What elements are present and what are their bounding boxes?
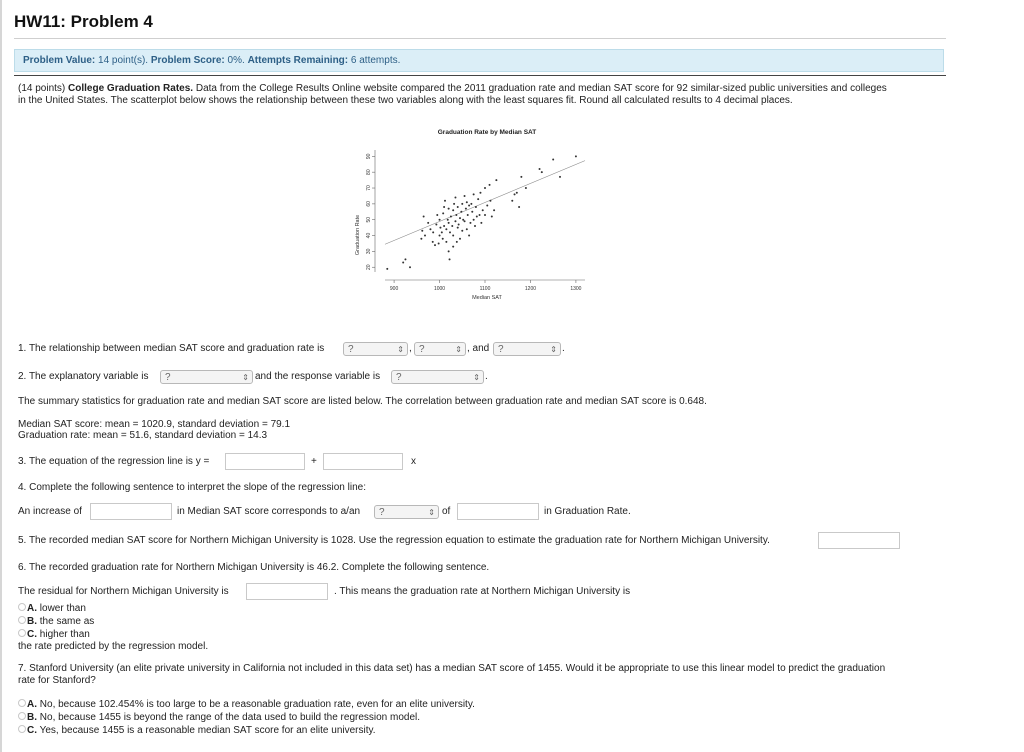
x-tick-label: 900	[389, 286, 399, 292]
data-point	[421, 230, 423, 232]
y-tick-label: 40	[366, 232, 372, 239]
data-point	[436, 214, 438, 216]
option-text: higher than	[39, 629, 90, 640]
data-point	[454, 220, 456, 222]
data-point	[482, 209, 484, 211]
data-point	[443, 225, 445, 227]
data-point	[471, 211, 473, 213]
data-point	[439, 235, 441, 237]
q4-c: of	[442, 506, 451, 517]
data-point	[511, 200, 513, 202]
radio-icon[interactable]	[18, 712, 26, 720]
data-point	[541, 171, 543, 173]
q7-option-a[interactable]	[18, 699, 475, 711]
data-point	[423, 216, 425, 218]
data-point	[442, 238, 444, 240]
explanatory-select[interactable]	[160, 370, 253, 384]
data-point	[514, 193, 516, 195]
data-point	[448, 208, 450, 210]
data-point	[445, 241, 447, 243]
q1-end: .	[562, 343, 565, 354]
data-point	[465, 208, 467, 210]
data-point	[473, 193, 475, 195]
data-point	[435, 223, 437, 225]
data-point	[455, 214, 457, 216]
attempts-label: Attempts Remaining:	[247, 55, 349, 66]
select-placeholder: ?	[498, 344, 504, 355]
select-arrow-icon: ⇕	[550, 345, 557, 354]
x-tick-label: 1300	[570, 286, 582, 292]
q6-option-a[interactable]	[18, 603, 86, 615]
increase-decrease-select[interactable]	[374, 505, 439, 519]
radio-icon[interactable]	[18, 603, 26, 611]
data-point	[525, 187, 527, 189]
option-label: A.	[27, 699, 37, 710]
data-point	[575, 155, 577, 157]
option-label: B.	[27, 616, 37, 627]
q3-text: 3. The equation of the regression line is y =	[18, 456, 210, 467]
data-point	[458, 223, 460, 225]
option-text: No, because 102.454% is too large to be a reasonable graduation rate, even for an elite university.	[39, 699, 475, 710]
data-point	[475, 206, 477, 208]
radio-icon[interactable]	[18, 725, 26, 733]
grad-change-input[interactable]	[457, 503, 539, 520]
q3-x: x	[411, 456, 416, 467]
q4-a: An increase of	[18, 506, 82, 517]
data-point	[432, 231, 434, 233]
q2-end: .	[485, 371, 488, 382]
option-label: C.	[27, 725, 37, 736]
data-point	[402, 261, 404, 263]
option-text: No, because 1455 is beyond the range of the data used to build the regression model.	[39, 712, 421, 723]
problem-divider	[14, 75, 946, 76]
data-point	[427, 222, 429, 224]
predicted-rate-input[interactable]	[818, 532, 900, 549]
q6-b: . This means the graduation rate at Northern Michigan University is	[334, 586, 631, 597]
data-point	[461, 230, 463, 232]
data-point	[452, 209, 454, 211]
select-placeholder: ?	[379, 507, 385, 518]
data-point	[516, 192, 518, 194]
q5-text: 5. The recorded median SAT score for Northern Michigan University is 1028. Use the regression equation to estimate the graduation rate for Northern Michigan University.	[18, 535, 770, 546]
data-point	[450, 216, 452, 218]
data-point	[424, 235, 426, 237]
q1-select-2[interactable]	[414, 342, 466, 356]
x-tick-label: 1200	[524, 286, 537, 292]
select-placeholder: ?	[419, 344, 425, 355]
data-point	[443, 206, 445, 208]
data-point	[489, 200, 491, 202]
data-point	[404, 258, 406, 260]
select-placeholder: ?	[348, 344, 354, 355]
y-tick-label: 20	[366, 264, 372, 271]
summary-text: The summary statistics for graduation rate and median SAT score are listed below. The correlation between graduation rate and median SAT score is 0.648.	[18, 396, 707, 407]
y-tick-label: 90	[366, 153, 372, 160]
left-border	[0, 0, 2, 752]
intro-heading: College Graduation Rates.	[68, 83, 194, 94]
y-tick-label: 50	[366, 216, 372, 223]
intro-text-1: Data from the College Results Online website compared the 2011 graduation rate and median SAT score for 92 similar-sized public universities and colleges	[195, 83, 887, 94]
data-point	[459, 238, 461, 240]
data-point	[452, 246, 454, 248]
problem-score-label: Problem Score:	[150, 55, 225, 66]
data-point	[448, 250, 450, 252]
data-point	[559, 176, 561, 178]
intro-line-1	[18, 83, 887, 95]
y-tick-label: 60	[366, 201, 372, 207]
x-tick-label: 1000	[433, 286, 446, 292]
data-point	[466, 201, 468, 203]
data-point	[462, 219, 464, 221]
scatterplot	[345, 120, 605, 310]
radio-icon[interactable]	[18, 629, 26, 637]
data-point	[468, 235, 470, 237]
data-point	[448, 222, 450, 224]
q1-sep-1: ,	[409, 343, 412, 354]
data-point	[456, 241, 458, 243]
sat-increase-input[interactable]	[90, 503, 172, 520]
select-placeholder: ?	[396, 372, 402, 383]
data-point	[429, 228, 431, 230]
response-select[interactable]	[391, 370, 484, 384]
option-label: C.	[27, 629, 37, 640]
option-text: the same as	[39, 616, 95, 627]
q6-text: 6. The recorded graduation rate for Northern Michigan University is 46.2. Complete the following sentence.	[18, 562, 490, 573]
data-point	[438, 242, 440, 244]
data-point	[459, 217, 461, 219]
q6-option-b[interactable]	[18, 616, 94, 628]
data-point	[518, 206, 520, 208]
data-point	[409, 266, 411, 268]
page-title: HW11: Problem 4	[14, 12, 153, 31]
q7-option-b[interactable]	[18, 712, 420, 724]
q1-sep-2: , and	[467, 343, 490, 354]
chart-title: Graduation Rate by Median SAT	[437, 129, 537, 136]
q3-plus: +	[311, 456, 317, 467]
data-point	[453, 203, 455, 205]
data-point	[479, 192, 481, 194]
data-point	[474, 225, 476, 227]
data-point	[468, 204, 470, 206]
y-tick-label: 30	[366, 248, 372, 255]
data-point	[457, 227, 459, 229]
data-point	[420, 238, 422, 240]
data-point	[469, 222, 471, 224]
data-point	[460, 211, 462, 213]
q2-mid: and the response variable is	[255, 371, 381, 382]
select-arrow-icon: ⇕	[242, 373, 249, 382]
chart-xlabel: Median SAT	[472, 295, 502, 301]
q6-tail: the rate predicted by the regression model.	[18, 641, 209, 652]
data-point	[445, 228, 447, 230]
data-point	[473, 219, 475, 221]
slope-input[interactable]	[323, 453, 403, 470]
data-point	[439, 219, 441, 221]
data-point	[476, 216, 478, 218]
option-text: Yes, because 1455 is a reasonable median SAT score for an elite university.	[39, 725, 376, 736]
q2-text: 2. The explanatory variable is	[18, 371, 149, 382]
chart-ylabel: Graduation Rate	[355, 214, 361, 256]
intro-points: (14 points)	[18, 83, 66, 94]
x-tick-label: 1100	[479, 286, 491, 292]
data-point	[484, 187, 486, 189]
data-point	[477, 198, 479, 200]
data-point	[451, 225, 453, 227]
data-point	[449, 231, 451, 233]
select-arrow-icon: ⇕	[473, 373, 480, 382]
radio-icon[interactable]	[18, 616, 26, 624]
option-label: A.	[27, 603, 37, 614]
data-point	[442, 212, 444, 214]
q6-option-c[interactable]	[18, 629, 90, 641]
select-arrow-icon: ⇕	[455, 345, 462, 354]
data-point	[467, 214, 469, 216]
data-point	[466, 228, 468, 230]
data-point	[491, 216, 493, 218]
data-point	[480, 222, 482, 224]
title-divider	[14, 38, 946, 39]
data-point	[386, 268, 388, 270]
data-point	[464, 195, 466, 197]
q1-select-3[interactable]	[493, 342, 561, 356]
summary-grad: Graduation rate: mean = 51.6, standard deviation = 14.3	[18, 430, 268, 441]
q7-line-2: rate for Stanford?	[18, 675, 96, 686]
data-point	[461, 203, 463, 205]
data-point	[434, 244, 436, 246]
select-placeholder: ?	[165, 372, 171, 383]
problem-info-box	[14, 49, 944, 72]
y-tick-label: 80	[366, 169, 372, 175]
data-point	[552, 159, 554, 161]
select-arrow-icon: ⇕	[397, 345, 404, 354]
data-point	[486, 204, 488, 206]
data-point	[484, 214, 486, 216]
data-point	[495, 179, 497, 181]
q6-a: The residual for Northern Michigan University is	[18, 586, 229, 597]
select-arrow-icon: ⇕	[428, 508, 435, 517]
problem-value: 14 point(s).	[98, 55, 149, 66]
data-point	[539, 168, 541, 170]
intro-line-2: in the United States. The scatterplot below shows the relationship between these two variables along with the least squares fit. Round all calculated results to 4 decimal places.	[18, 95, 793, 106]
attempts-remaining: 6 attempts.	[350, 55, 401, 66]
plot-area	[366, 153, 585, 292]
data-point	[457, 206, 459, 208]
problem-score: 0%.	[227, 55, 245, 66]
data-point	[520, 176, 522, 178]
option-text: lower than	[39, 603, 86, 614]
summary-sat: Median SAT score: mean = 1020.9, standard deviation = 79.1	[18, 419, 291, 430]
problem-value-label: Problem Value:	[23, 55, 96, 66]
data-point	[449, 258, 451, 260]
data-point	[444, 200, 446, 202]
data-point	[441, 231, 443, 233]
data-point	[432, 241, 434, 243]
regression-line	[385, 161, 585, 245]
q1-text: 1. The relationship between median SAT score and graduation rate is	[18, 343, 325, 354]
y-tick-label: 70	[366, 185, 372, 191]
data-point	[489, 184, 491, 186]
q7-line-1: 7. Stanford University (an elite private university in California not included in this data set) has a median SAT score of 1455. Would it be appropriate to use this linear model to predict the graduation	[18, 663, 886, 674]
q1-select-1[interactable]	[343, 342, 408, 356]
option-label: B.	[27, 712, 37, 723]
q4-text: 4. Complete the following sentence to interpret the slope of the regression line:	[18, 482, 366, 493]
data-point	[454, 197, 456, 199]
residual-input[interactable]	[246, 583, 328, 600]
radio-icon[interactable]	[18, 699, 26, 707]
q4-b: in Median SAT score corresponds to a/an	[177, 506, 361, 517]
intercept-input[interactable]	[225, 453, 305, 470]
data-point	[464, 220, 466, 222]
q7-option-c[interactable]	[18, 725, 376, 737]
data-point	[452, 235, 454, 237]
data-point	[470, 203, 472, 205]
data-point	[479, 214, 481, 216]
q4-d: in Graduation Rate.	[544, 506, 631, 517]
data-point	[439, 227, 441, 229]
data-point	[493, 209, 495, 211]
data-point	[447, 219, 449, 221]
